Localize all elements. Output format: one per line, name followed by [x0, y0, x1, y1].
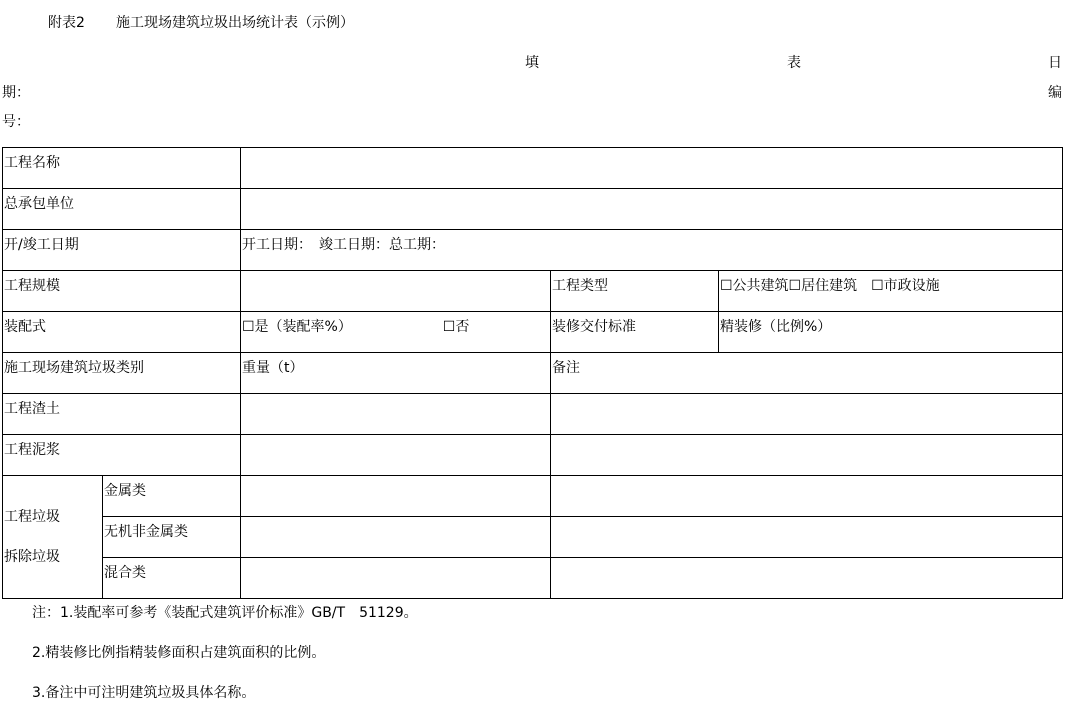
project-name-label: 工程名称 [3, 148, 241, 189]
type-options[interactable]: ☐公共建筑☐居住建筑 ☐市政设施 [719, 271, 1063, 312]
dates-label: 开/竣工日期 [3, 230, 241, 271]
header-date-label: 期： [2, 85, 30, 101]
metal-remark[interactable] [551, 476, 1063, 517]
metal-label: 金属类 [103, 476, 241, 517]
table-row [3, 558, 1063, 599]
table-row [3, 230, 1063, 271]
contractor-value[interactable] [241, 189, 1063, 230]
waste-group-line-1: 工程垃圾 [4, 509, 60, 525]
remark-header: 备注 [551, 353, 1063, 394]
note-line-1: 注：1.装配率可参考《装配式建筑评价标准》GB/T 51129。 [32, 605, 418, 621]
stats-table [2, 147, 1063, 599]
waste-group-line-2: 拆除垃圾 [4, 549, 60, 565]
category-header: 施工现场建筑垃圾类别 [3, 353, 241, 394]
table-row [3, 435, 1063, 476]
table-row [3, 517, 1063, 558]
scale-label: 工程规模 [3, 271, 241, 312]
slurry-remark[interactable] [551, 435, 1063, 476]
header-fill-char-2: 表 [787, 55, 801, 71]
note-line-2: 2.精装修比例指精装修面积占建筑面积的比例。 [32, 645, 326, 661]
slurry-label: 工程泥浆 [3, 435, 241, 476]
nonmetal-remark[interactable] [551, 517, 1063, 558]
decoration-label: 装修交付标准 [551, 312, 719, 353]
metal-weight[interactable] [241, 476, 551, 517]
waste-group-label [3, 476, 103, 599]
table-row [3, 394, 1063, 435]
decoration-value[interactable]: 精装修（比例%） [719, 312, 1063, 353]
dates-value[interactable]: 开工日期： 竣工日期：总工期： [241, 230, 1063, 271]
prefab-label: 装配式 [3, 312, 241, 353]
prefab-yes-option[interactable]: ☐是（装配率%） [242, 319, 352, 335]
scale-value[interactable] [241, 271, 551, 312]
note-line-3: 3.备注中可注明建筑垃圾具体名称。 [32, 685, 256, 701]
table-row [3, 189, 1063, 230]
mixed-label: 混合类 [103, 558, 241, 599]
nonmetal-label: 无机非金属类 [103, 517, 241, 558]
prefab-options[interactable] [241, 312, 551, 353]
header-fill-char-3: 日 [1048, 55, 1062, 71]
nonmetal-weight[interactable] [241, 517, 551, 558]
header-code-char: 编 [1048, 85, 1062, 101]
contractor-label: 总承包单位 [3, 189, 241, 230]
prefab-no-option[interactable]: ☐否 [442, 319, 470, 335]
table-row [3, 148, 1063, 189]
table-row [3, 271, 1063, 312]
residue-remark[interactable] [551, 394, 1063, 435]
slurry-weight[interactable] [241, 435, 551, 476]
header-fill-char-1: 填 [525, 55, 539, 71]
caption-label: 附表2 [48, 15, 85, 31]
type-label: 工程类型 [551, 271, 719, 312]
caption-title: 施工现场建筑垃圾出场统计表（示例） [116, 15, 354, 31]
residue-label: 工程渣土 [3, 394, 241, 435]
header-code-label: 号： [2, 114, 30, 130]
weight-header: 重量（t） [241, 353, 551, 394]
project-name-value[interactable] [241, 148, 1063, 189]
table-row [3, 476, 1063, 517]
table-row [3, 312, 1063, 353]
table-row [3, 353, 1063, 394]
residue-weight[interactable] [241, 394, 551, 435]
mixed-weight[interactable] [241, 558, 551, 599]
mixed-remark[interactable] [551, 558, 1063, 599]
